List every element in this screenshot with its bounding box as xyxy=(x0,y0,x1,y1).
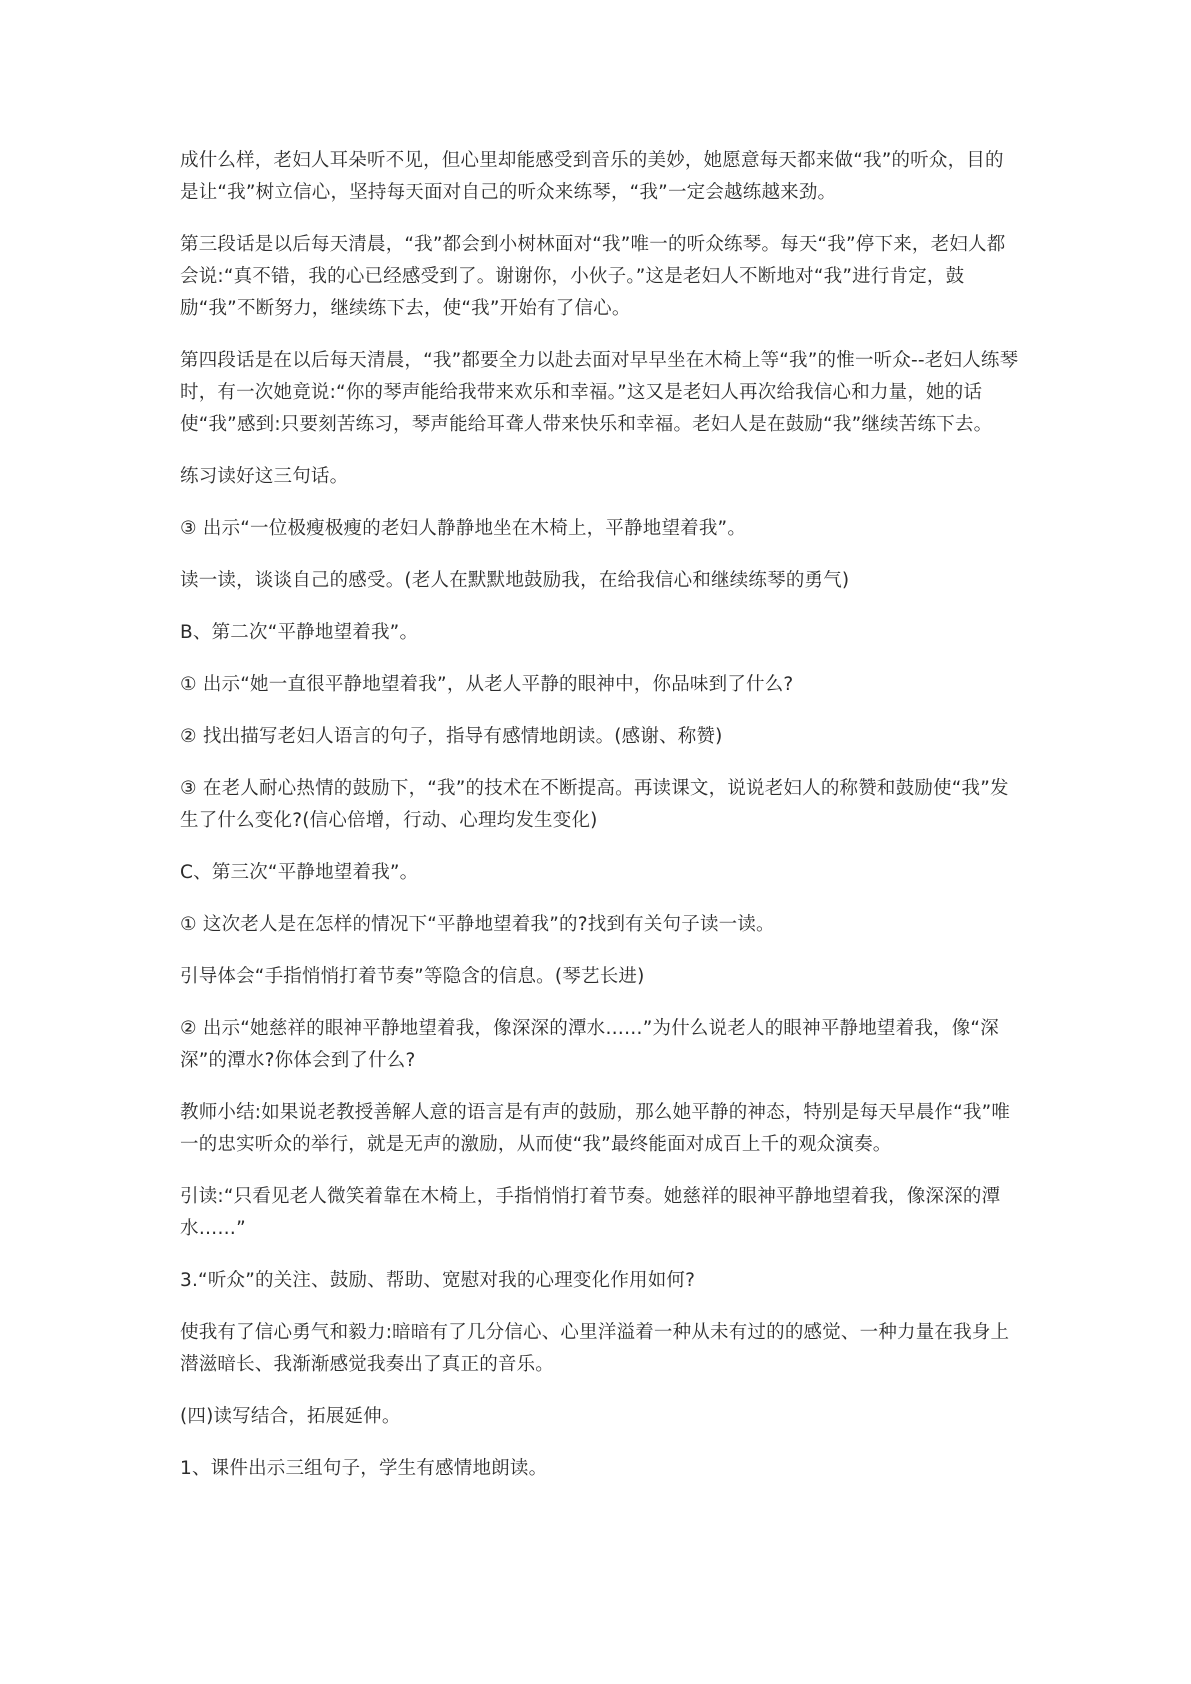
paragraph-1: 成什么样，老妇人耳朵听不见，但心里却能感受到音乐的美妙，她愿意每天都来做“我”的听众，目的是让“我”树立信心，坚持每天面对自己的听众来练琴，“我”一定会越练越来劲。 xyxy=(180,150,1004,203)
paragraph-16: 引读:“只看见老人微笑着靠在木椅上，手指悄悄打着节奏。她慈祥的眼神平静地望着我，像深深的潭水……” xyxy=(180,1186,1001,1239)
paragraph-20: 1、课件出示三组句子，学生有感情地朗读。 xyxy=(180,1458,548,1479)
paragraph-14: ② 出示“她慈祥的眼神平静地望着我，像深深的潭水……”为什么说老人的眼神平静地望着我，像“深深”的潭水?你体会到了什么? xyxy=(180,1018,999,1071)
paragraph-2: 第三段话是以后每天清晨，“我”都会到小树林面对“我”唯一的听众练琴。每天“我”停下来，老妇人都会说:“真不错，我的心已经感受到了。谢谢你，小伙子。”这是老妇人不断地对“我”进行肯定，鼓励“我”不断努力，继续练下去，使“我”开始有了信心。 xyxy=(180,234,1006,319)
paragraph-3: 第四段话是在以后每天清晨，“我”都要全力以赴去面对早早坐在木椅上等“我”的惟一听众--老妇人练琴时，有一次她竟说:“你的琴声能给我带来欢乐和幸福。”这又是老妇人再次给我信心和力量，她的话使“我”感到:只要刻苦练习，琴声能给耳聋人带来快乐和幸福。老妇人是在鼓励“我”继续苦练下去。 xyxy=(180,350,1019,435)
paragraph-8: ① 出示“她一直很平静地望着我”，从老人平静的眼神中，你品味到了什么? xyxy=(180,674,794,695)
document-body xyxy=(180,145,1020,1505)
paragraph-4: 练习读好这三句话。 xyxy=(180,466,349,487)
paragraph-9: ② 找出描写老妇人语言的句子，指导有感情地朗读。(感谢、称赞) xyxy=(180,726,723,747)
paragraph-10: ③ 在老人耐心热情的鼓励下，“我”的技术在不断提高。再读课文，说说老妇人的称赞和鼓励使“我”发生了什么变化?(信心倍增，行动、心理均发生变化) xyxy=(180,778,1009,831)
paragraph-17: 3.“听众”的关注、鼓励、帮助、宽慰对我的心理变化作用如何? xyxy=(180,1270,696,1291)
paragraph-19: (四)读写结合，拓展延伸。 xyxy=(180,1406,401,1427)
paragraph-15: 教师小结:如果说老教授善解人意的语言是有声的鼓励，那么她平静的神态，特别是每天早晨作“我”唯一的忠实听众的举行，就是无声的激励，从而使“我”最终能面对成百上千的观众演奏。 xyxy=(180,1102,1011,1155)
paragraph-18: 使我有了信心勇气和毅力:暗暗有了几分信心、心里洋溢着一种从未有过的的感觉、一种力量在我身上潜滋暗长、我渐渐感觉我奏出了真正的音乐。 xyxy=(180,1322,1010,1375)
paragraph-5: ③ 出示“一位极瘦极瘦的老妇人静静地坐在木椅上，平静地望着我”。 xyxy=(180,518,747,539)
paragraph-12: ① 这次老人是在怎样的情况下“平静地望着我”的?找到有关句子读一读。 xyxy=(180,914,775,935)
paragraph-13: 引导体会“手指悄悄打着节奏”等隐含的信息。(琴艺长进) xyxy=(180,966,645,987)
paragraph-11: C、第三次“平静地望着我”。 xyxy=(180,862,419,883)
paragraph-7: B、第二次“平静地望着我”。 xyxy=(180,622,419,643)
paragraph-6: 读一读，谈谈自己的感受。(老人在默默地鼓励我，在给我信心和继续练琴的勇气) xyxy=(180,570,850,591)
